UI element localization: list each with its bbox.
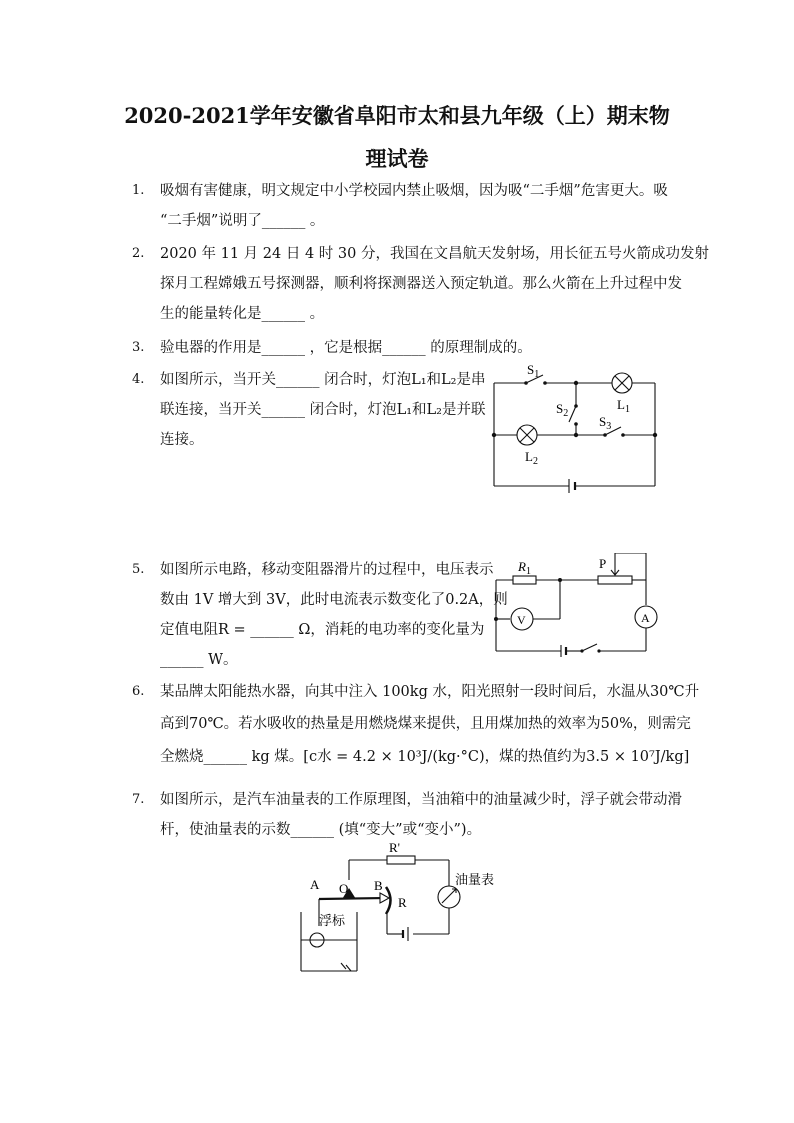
- label-float: 浮标: [319, 913, 346, 928]
- label-p: P: [599, 556, 607, 571]
- label-b: B: [374, 878, 383, 893]
- question-5-line-3: 定值电阻R = ______ Ω，消耗的电功率的变化量为: [160, 622, 485, 638]
- question-number: 5.: [132, 562, 145, 577]
- question-7-line-1: 如图所示，是汽车油量表的工作原理图，当油箱中的油量减少时，浮子就会带动滑: [160, 792, 682, 808]
- question-4-line-1: 如图所示，当开关______ 闭合时，灯泡L₁和L₂是串: [160, 372, 486, 388]
- question-4-line-3: 连接。: [160, 432, 204, 448]
- circuit-diagram-q5: [490, 553, 660, 663]
- question-2-line-1: 2020 年 11 月 24 日 4 时 30 分，我国在文昌航天发射场，用长征五号火箭成功发射: [160, 246, 709, 262]
- question-4-line-2: 联连接，当开关______ 闭合时，灯泡L₁和L₂是并联: [160, 402, 486, 418]
- question-number: 3.: [132, 340, 145, 355]
- question-1-line-1: 吸烟有害健康，明文规定中小学校园内禁止吸烟，因为吸“二手烟”危害更大。吸: [160, 183, 668, 199]
- question-6-line-2: 高到70℃。若水吸收的热量是用燃烧煤来提供，且用煤加热的效率为50%，则需完: [160, 716, 691, 732]
- question-number: 1.: [132, 183, 145, 198]
- question-6-line-3: 全燃烧______ kg 煤。[c水 = 4.2 × 10³J/(kg·°C)，煤的热值约为3.5 × 10⁷J/kg]: [160, 749, 690, 765]
- label-meter: 油量表: [455, 872, 495, 887]
- question-5-line-4: ______ W。: [160, 652, 238, 668]
- label-s2: $S_2$: [556, 401, 569, 419]
- label-l1: $L_1$: [617, 397, 630, 415]
- label-r1: $R_1$: [518, 559, 531, 577]
- question-number: 2.: [132, 246, 145, 261]
- page-title-continued: 理试卷: [365, 146, 429, 171]
- question-5-line-1: 如图所示电路，移动变阻器滑片的过程中，电压表示: [160, 562, 494, 578]
- label-s3: $S_3$: [599, 414, 612, 432]
- question-2-line-3: 生的能量转化是______ 。: [160, 306, 325, 322]
- label-o: O: [339, 881, 349, 896]
- label-l2: $L_2$: [525, 449, 538, 467]
- label-a: A: [641, 611, 650, 625]
- question-6-line-1: 某品牌太阳能热水器，向其中注入 100kg 水，阳光照射一段时间后，水温从30℃升: [160, 684, 700, 700]
- question-number: 4.: [132, 372, 145, 387]
- label-r-prime: R': [389, 840, 401, 855]
- question-number: 6.: [132, 684, 145, 699]
- label-s1: $S_1$: [527, 362, 540, 380]
- question-5-line-2: 数由 1V 增大到 3V，此时电流表示数变化了0.2A，则: [160, 592, 508, 608]
- circuit-diagram-q4: [485, 360, 665, 495]
- label-a: A: [310, 877, 320, 892]
- question-7-line-2: 杆，使油量表的示数______ (填“变大”或“变小”)。: [160, 822, 482, 838]
- question-1-line-2: “二手烟”说明了______ 。: [160, 213, 325, 229]
- question-3-line-1: 验电器的作用是______ ，它是根据______ 的原理制成的。: [160, 340, 532, 356]
- question-number: 7.: [132, 792, 145, 807]
- oil-gauge-diagram-q7: [295, 840, 515, 980]
- page-title: 2020-2021学年安徽省阜阳市太和县九年级（上）期末物: [124, 103, 670, 128]
- label-v: V: [517, 613, 526, 627]
- question-2-line-2: 探月工程嫦娥五号探测器，顺利将探测器送入预定轨道。那么火箭在上升过程中发: [160, 276, 682, 292]
- label-r: R: [398, 895, 407, 910]
